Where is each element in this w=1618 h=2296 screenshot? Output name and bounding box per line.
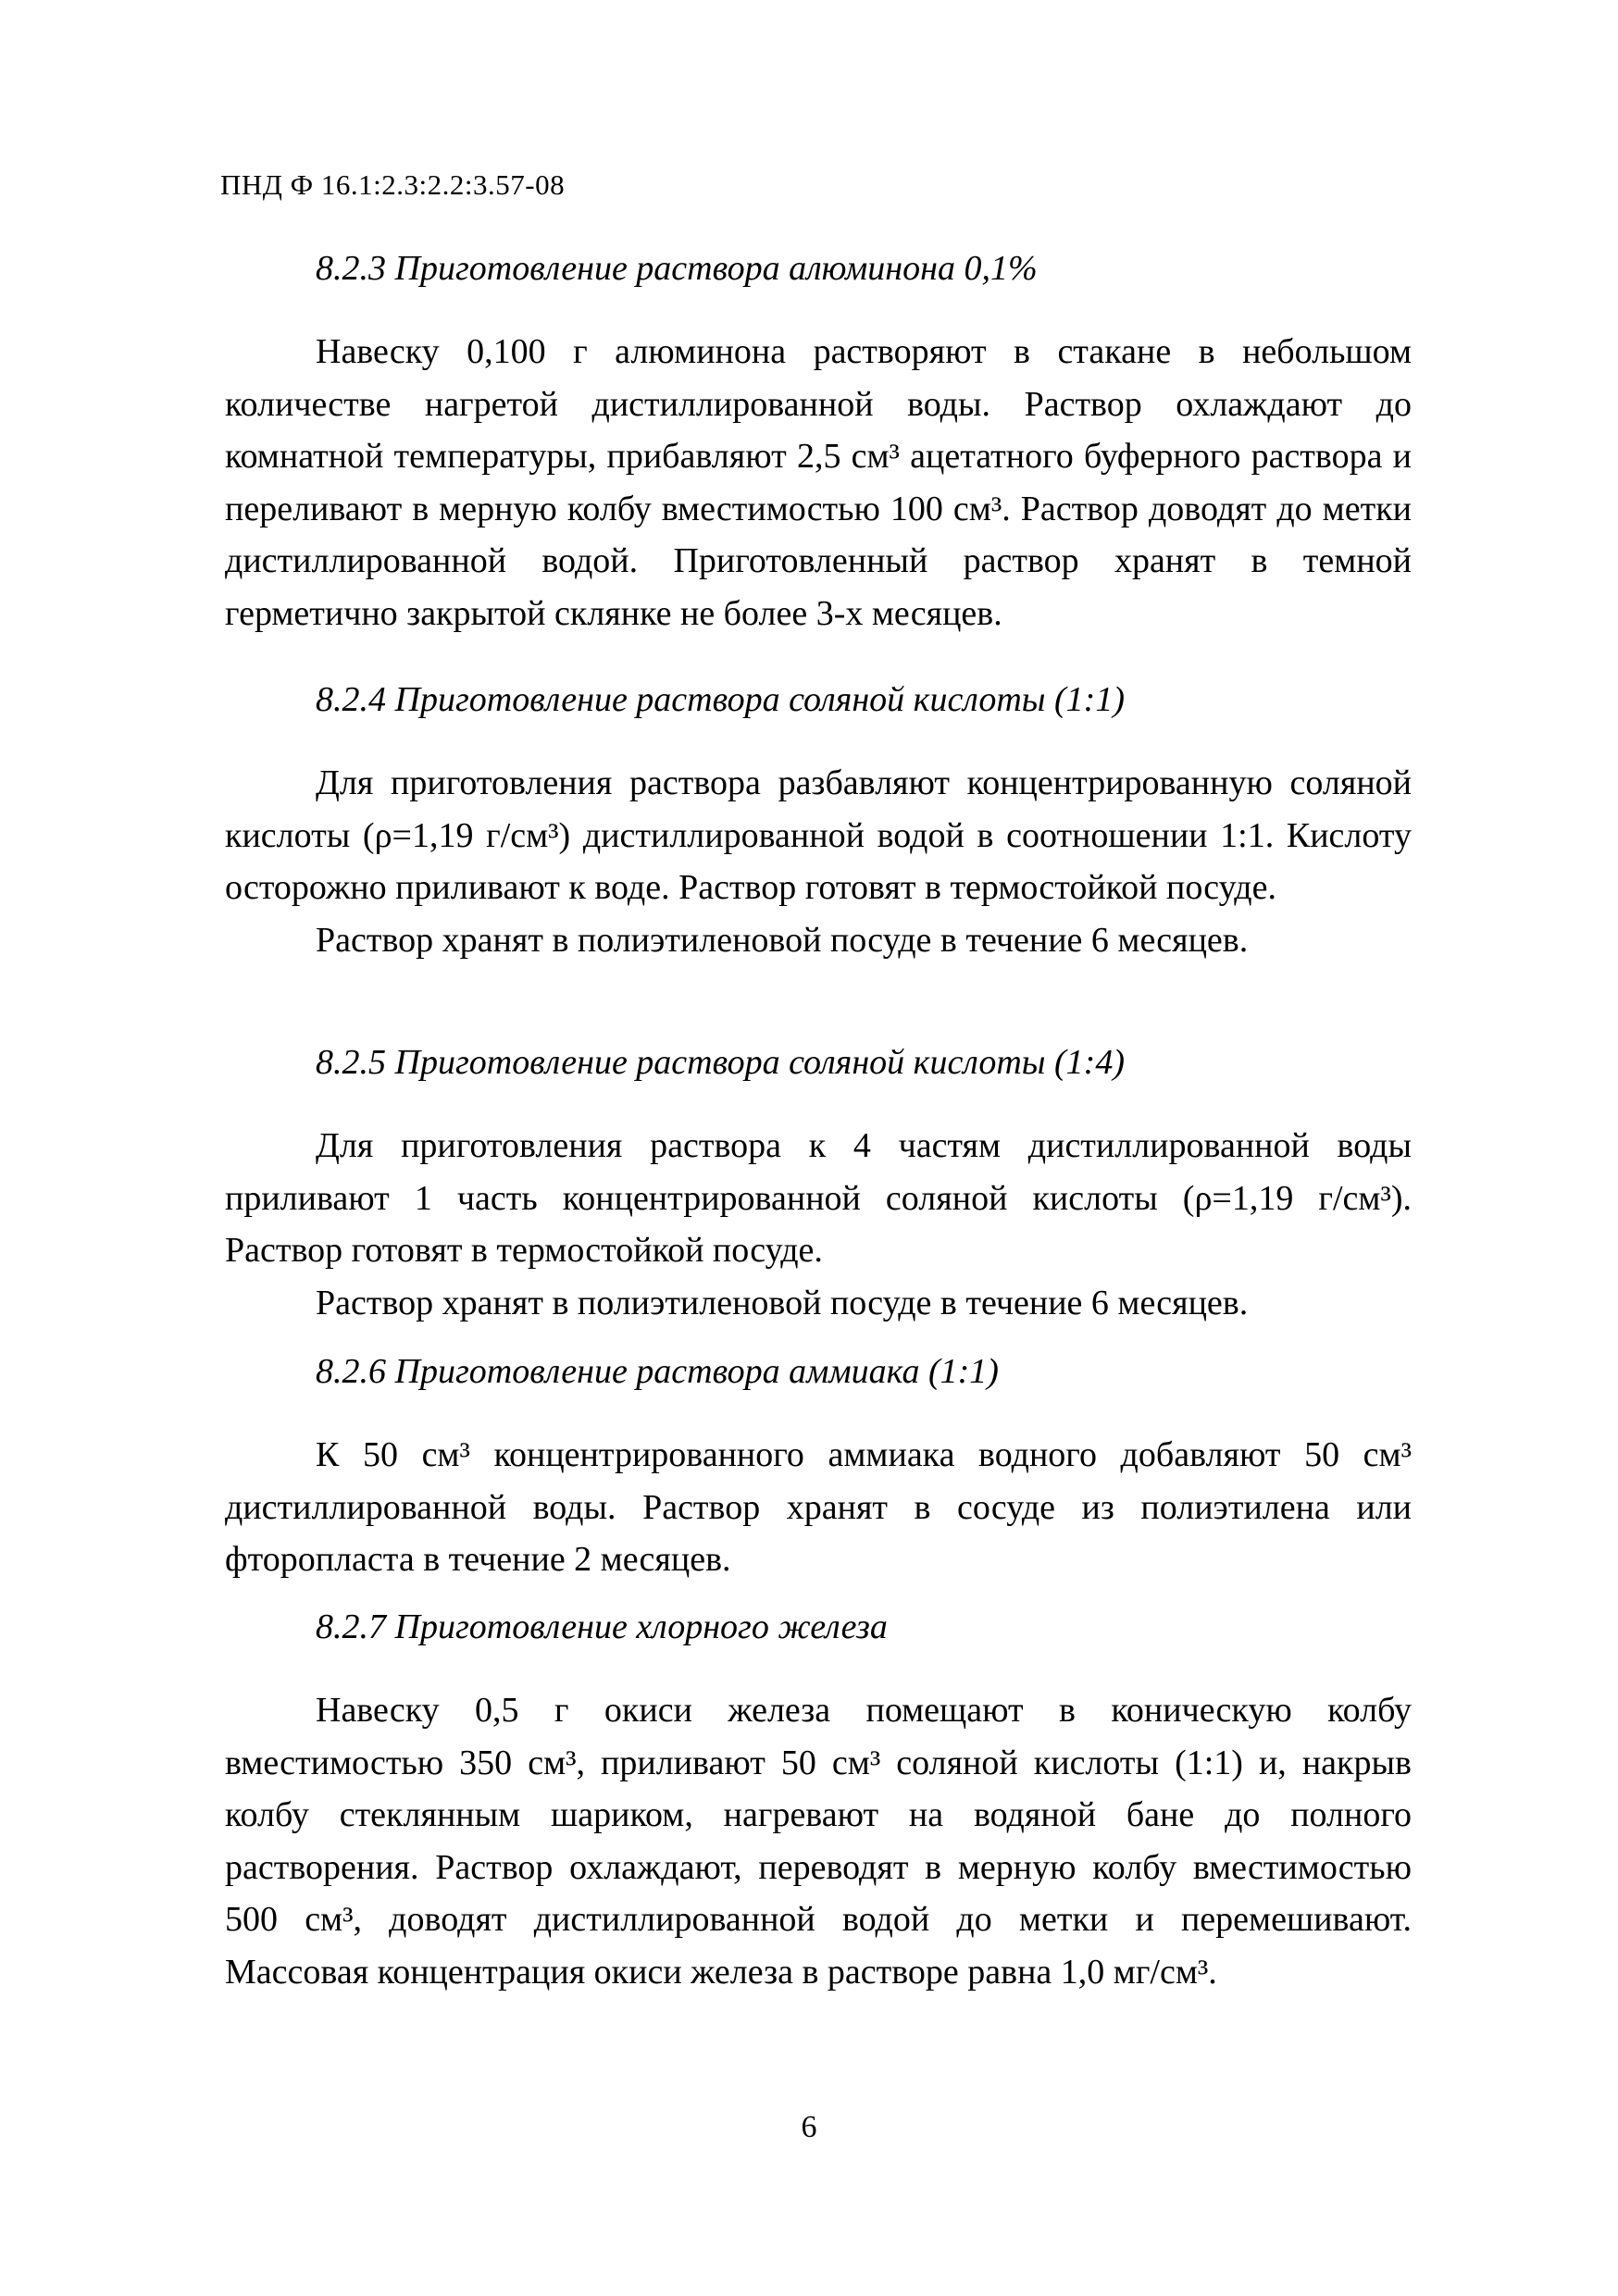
section-paragraph: Раствор хранят в полиэтиленовой посуде в течение 6 месяцев. — [316, 920, 1249, 960]
page-number: 6 — [801, 2110, 817, 2144]
section-paragraph: Раствор хранят в полиэтиленовой посуде в течение 6 месяцев. — [316, 1283, 1249, 1322]
section-paragraph: К 50 см³ концентрированного аммиака водного добавляют 50 см³ дистиллированной воды. Раствор хранят в сосуде из полиэтилена или фторопласта в течение 2 месяцев. — [225, 1435, 1412, 1579]
section-paragraph: Навеску 0,100 г алюминона растворяют в стакане в небольшом количестве нагретой дистиллированной воды. Раствор охлаждают до комнатной температуры, прибавляют 2,5 см³ ацетатного буферного раствора и переливают в мерную колбу вместимостью 100 см³. Раствор доводят до метки дистиллированной водой. Приготовленный раствор хранят в темной герметично закрытой склянке не более 3-х месяцев. — [225, 332, 1412, 633]
section-heading: 8.2.5 Приготовление раствора соляной кислоты (1:4) — [316, 1043, 1125, 1082]
section-8-2-5 — [225, 1036, 1412, 1329]
section-8-2-6 — [225, 1346, 1412, 1586]
section-heading: 8.2.4 Приготовление раствора соляной кислоты (1:1) — [316, 680, 1125, 719]
section-paragraph: Для приготовления раствора разбавляют концентрированную соляной кислоты (ρ=1,19 г/см³) дистиллированной водой в соотношении 1:1. Кислоту осторожно приливают к воде. Раствор готовят в термостойкой посуде. — [225, 763, 1412, 907]
section-heading: 8.2.7 Приготовление хлорного железа — [316, 1607, 888, 1646]
section-paragraph: Навеску 0,5 г окиси железа помещают в коническую колбу вместимостью 350 см³, приливают 50 см³ соляной кислоты (1:1) и, накрыв колбу стеклянным шариком, нагревают на водяной бане до полного растворения. Раствор охлаждают, переводят в мерную колбу вместимостью 500 см³, доводят дистиллированной водой до метки и перемешивают. Массовая концентрация окиси железа в растворе равна 1,0 мг/см³. — [225, 1691, 1412, 1992]
section-heading: 8.2.3 Приготовление раствора алюминона 0,1% — [316, 249, 1038, 288]
section-8-2-7 — [225, 1601, 1412, 1998]
section-heading: 8.2.6 Приготовление раствора аммиака (1:1) — [316, 1352, 999, 1391]
section-8-2-3 — [225, 242, 1412, 639]
section-paragraph: Для приготовления раствора к 4 частям дистиллированной воды приливают 1 часть концентрированной соляной кислоты (ρ=1,19 г/см³). Раствор готовят в термостойкой посуде. — [225, 1126, 1412, 1270]
section-8-2-4 — [225, 674, 1412, 966]
document-code: ПНД Ф 16.1:2.3:2.2:3.57-08 — [220, 168, 566, 201]
